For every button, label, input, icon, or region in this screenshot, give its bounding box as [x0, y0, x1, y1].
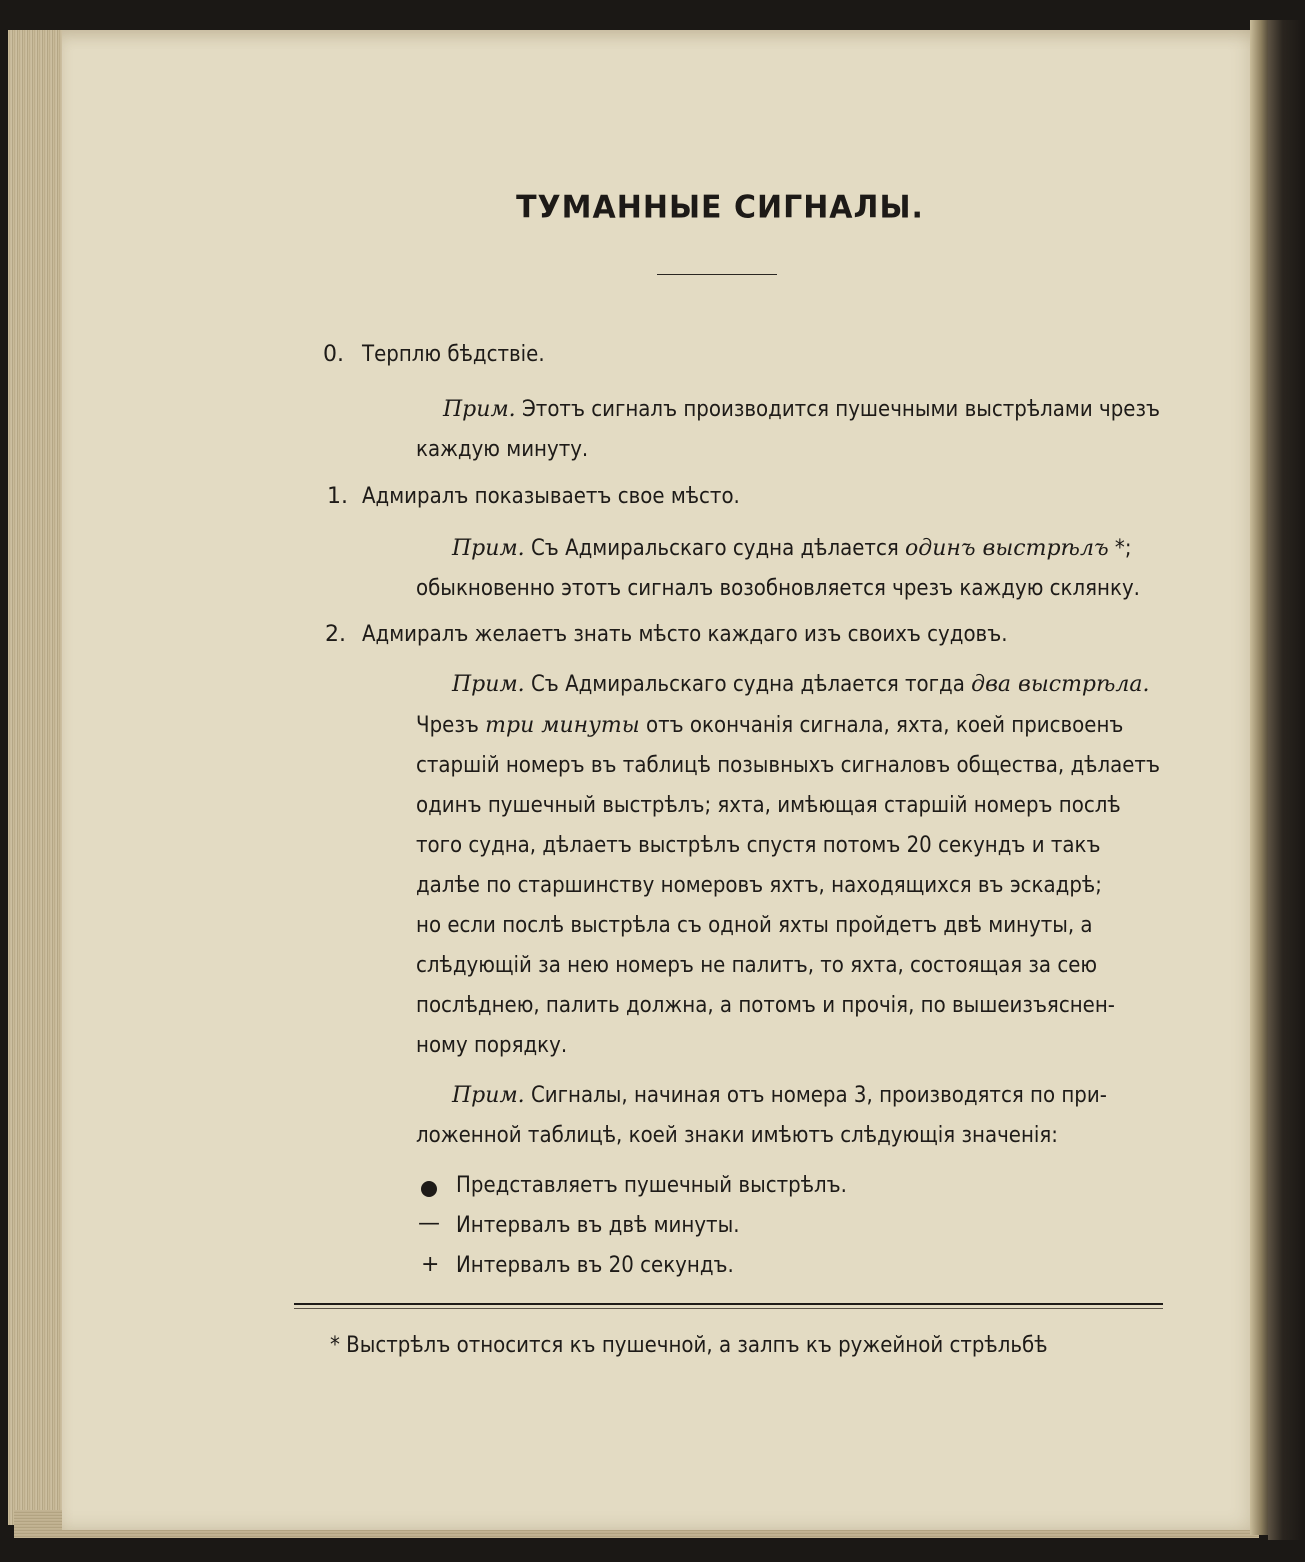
- note-text: отъ окончанія сигнала, яхта, коей присвоенъ: [646, 713, 1124, 738]
- title-rule: [657, 274, 777, 275]
- dash-symbol: —: [418, 1211, 440, 1236]
- note-text: Съ Адмиральскаго судна дѣлается: [530, 536, 899, 561]
- dot-icon: [421, 1178, 437, 1203]
- note-2-line-7: но если послѣ выстрѣла съ одной яхты пройдетъ двѣ минуты, а: [416, 913, 1093, 938]
- note-2-line-3: старшій номеръ въ таблицѣ позывныхъ сигналовъ общества, дѣлаетъ: [416, 753, 1160, 778]
- note-text: Сигналы, начиная отъ номера 3, производятся по при-: [530, 1083, 1107, 1108]
- note-prefix: Прим.: [443, 397, 516, 422]
- book-cover-edge: [1268, 20, 1305, 1540]
- note-1-line-1: [452, 536, 1132, 561]
- note-0-line-2: каждую минуту.: [416, 437, 589, 462]
- item-label: Адмиралъ желаетъ знать мѣсто каждаго изъ своихъ судовъ.: [362, 622, 1008, 647]
- footnote: * Выстрѣлъ относится къ пушечной, а залпъ къ ружейной стрѣльбѣ: [330, 1333, 1048, 1358]
- item-number: 2.: [325, 622, 346, 647]
- note-prefix: Прим.: [452, 672, 525, 697]
- note-2-line-5: того судна, дѣлаетъ выстрѣлъ спустя потомъ 20 секундъ и такъ: [416, 833, 1101, 858]
- note-prefix: Прим.: [452, 536, 525, 561]
- item-label: Терплю бѣдствіе.: [362, 342, 545, 367]
- note-2-line-4: одинъ пушечный выстрѣлъ; яхта, имѣющая старшій номеръ послѣ: [416, 793, 1121, 818]
- item-number: 0.: [323, 342, 344, 367]
- note-2-line-1: [452, 672, 1150, 697]
- note-text: Чрезъ: [416, 713, 479, 738]
- page-title: ТУМАННЫЕ СИГНАЛЫ.: [516, 189, 924, 226]
- page-sheet: [62, 30, 1262, 1530]
- note-0-line-1: [443, 397, 1160, 422]
- note-italic: одинъ выстрѣлъ: [905, 536, 1109, 561]
- note-2-line-10: ному порядку.: [416, 1033, 568, 1058]
- legend-label: Интервалъ въ двѣ минуты.: [456, 1213, 740, 1238]
- legend-label: Представляетъ пушечный выстрѣлъ.: [456, 1173, 847, 1198]
- note-3-line-2: ложенной таблицѣ, коей знаки имѣютъ слѣдующія значенія:: [416, 1123, 1058, 1148]
- note-text: *;: [1114, 536, 1132, 561]
- note-1-line-2: обыкновенно этотъ сигналъ возобновляется чрезъ каждую склянку.: [416, 576, 1140, 601]
- footnote-rule: [294, 1303, 1163, 1305]
- note-text: Этотъ сигналъ производится пушечными выстрѣлами чрезъ: [521, 397, 1160, 422]
- footnote-rule-thin: [294, 1308, 1163, 1309]
- note-2-line-6: далѣе по старшинству номеровъ яхтъ, находящихся въ эскадрѣ;: [416, 873, 1102, 898]
- note-3-line-1: [452, 1083, 1107, 1108]
- note-2-line-9: послѣднею, палить должна, а потомъ и прочія, по вышеизъяснен-: [416, 993, 1115, 1018]
- note-text: Съ Адмиральскаго судна дѣлается тогда: [530, 672, 965, 697]
- note-italic: три минуты: [485, 713, 640, 738]
- note-prefix: Прим.: [452, 1083, 525, 1108]
- note-2-line-2: [416, 713, 1123, 738]
- item-number: 1.: [327, 484, 348, 509]
- legend-label: Интервалъ въ 20 секундъ.: [456, 1253, 734, 1278]
- note-italic: два выстрѣла.: [971, 672, 1150, 697]
- page-edges-left: [8, 30, 68, 1525]
- item-label: Адмиралъ показываетъ свое мѣсто.: [362, 484, 740, 509]
- note-2-line-8: слѣдующій за нею номеръ не палитъ, то яхта, состоящая за сею: [416, 953, 1098, 978]
- plus-symbol: +: [421, 1252, 440, 1277]
